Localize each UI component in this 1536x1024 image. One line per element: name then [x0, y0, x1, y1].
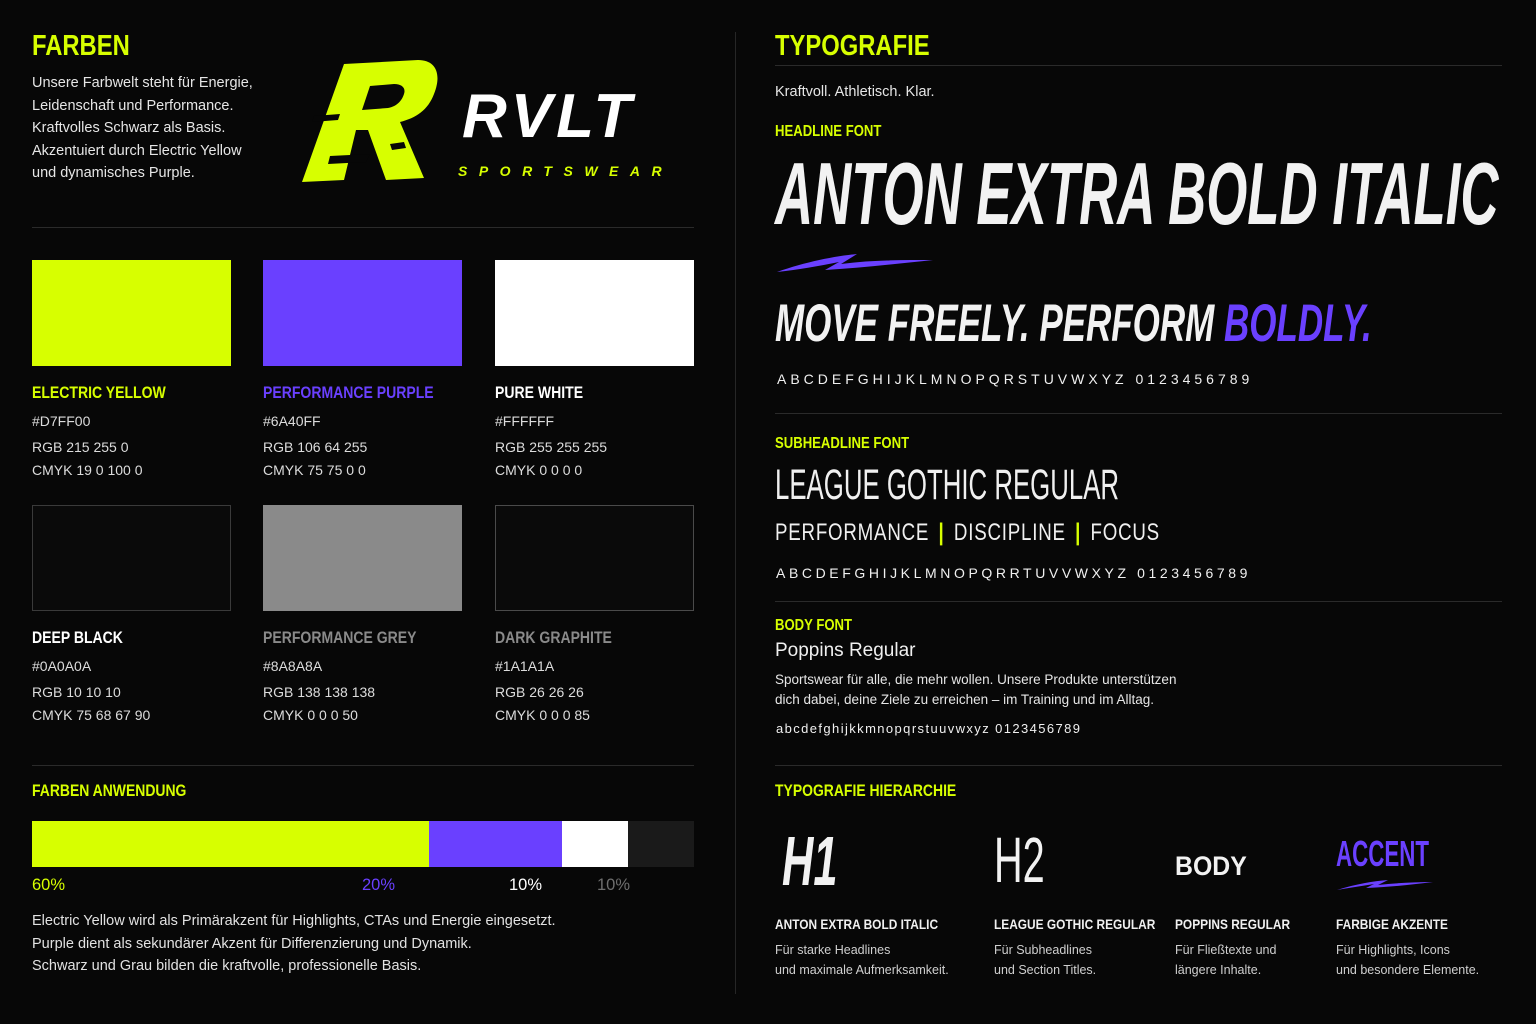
swatch-name: PERFORMANCE PURPLE: [263, 384, 434, 402]
divider: [32, 227, 694, 228]
hierarchy-desc-line: und maximale Aufmerksamkeit.: [775, 963, 949, 977]
usage-segment-purple: [429, 821, 561, 867]
hierarchy-desc-line: Für Subheadlines: [994, 943, 1092, 957]
hierarchy-desc-line: und besondere Elemente.: [1336, 963, 1480, 977]
hierarchy-desc-line: längere Inhalte.: [1175, 963, 1262, 977]
usage-segment-white: [562, 821, 628, 867]
swatch-pure-white: [495, 260, 694, 366]
color-usage-title: FARBEN ANWENDUNG: [32, 781, 187, 800]
colors-intro-line: Akzentuiert durch Electric Yellow: [32, 142, 242, 159]
body-sample-line: Sportswear für alle, die mehr wollen. Unsere Produkte unterstützen: [775, 672, 1177, 687]
subheadline-alphabet: ABCDEFGHIJKLMNOPQRRTUVVWXYZ 0123456789: [776, 565, 1251, 581]
swatch-rgb: RGB 215 255 0: [32, 439, 129, 455]
hierarchy-name: LEAGUE GOTHIC REGULAR: [994, 916, 1156, 932]
swatch-hex: #8A8A8A: [263, 658, 323, 674]
color-usage-description: [32, 910, 652, 978]
typography-section-title: TYPOGRAFIE: [775, 30, 930, 62]
usage-text-line: Electric Yellow wird als Primärakzent für Highlights, CTAs und Energie eingesetzt.: [32, 913, 556, 929]
swatch-rgb: RGB 10 10 10: [32, 684, 121, 700]
hierarchy-name: FARBIGE AKZENTE: [1336, 916, 1448, 932]
subheadline-font-sample: LEAGUE GOTHIC REGULAR: [775, 461, 1120, 509]
hierarchy-sample-h1: H1: [782, 822, 838, 900]
value-separator: |: [1075, 519, 1082, 546]
hierarchy-description: [775, 940, 975, 980]
logo-wordmark: RVLT: [462, 82, 636, 151]
swatch-cmyk: CMYK 0 0 0 85: [495, 707, 590, 723]
value-separator: |: [938, 519, 945, 546]
usage-segment-yellow: [32, 821, 429, 867]
brand-values: [775, 519, 1160, 547]
hierarchy-desc-line: Für Highlights, Icons: [1336, 943, 1450, 957]
typography-tagline: Kraftvoll. Athletisch. Klar.: [775, 84, 935, 100]
swatch-name: DEEP BLACK: [32, 629, 123, 647]
headline-alphabet: ABCDEFGHIJKLMNOPQRSTUVWXYZ 0123456789: [777, 371, 1254, 387]
usage-percent: 20%: [362, 876, 396, 894]
colors-intro-line: Leidenschaft und Performance.: [32, 97, 234, 114]
usage-percent: 10%: [597, 876, 631, 894]
swatch-name: DARK GRAPHITE: [495, 629, 612, 647]
swatch-rgb: RGB 26 26 26: [495, 684, 584, 700]
divider: [32, 765, 694, 766]
divider: [775, 765, 1502, 766]
usage-text-line: Purple dient als sekundärer Akzent für Differenzierung und Dynamik.: [32, 935, 472, 952]
hierarchy-description: [994, 940, 1194, 980]
swatch-electric-yellow: [32, 260, 231, 366]
swatch-cmyk: CMYK 19 0 100 0: [32, 462, 143, 478]
swatch-cmyk: CMYK 0 0 0 50: [263, 707, 358, 723]
hierarchy-sample-body: BODY: [1175, 851, 1247, 881]
swatch-cmyk: CMYK 75 68 67 90: [32, 707, 151, 723]
divider: [775, 413, 1502, 414]
slogan-accent: BOLDLY.: [1223, 294, 1372, 353]
body-font-sample: [775, 670, 1245, 709]
brand-slogan: [775, 294, 1372, 353]
value-item: PERFORMANCE: [775, 519, 930, 546]
swatch-deep-black: [32, 505, 231, 611]
hierarchy-sample-accent: ACCENT: [1336, 833, 1429, 874]
swatch-performance-grey: [263, 505, 462, 611]
hierarchy-desc-line: und Section Titles.: [994, 963, 1097, 977]
purple-swoosh-icon: [775, 248, 935, 278]
rvlt-logo-mark: [300, 56, 440, 186]
colors-intro: [32, 72, 282, 185]
swatch-rgb: RGB 106 64 255: [263, 439, 368, 455]
swatch-name: ELECTRIC YELLOW: [32, 384, 166, 402]
hierarchy-description: [1336, 940, 1536, 980]
slogan-main: MOVE FREELY. PERFORM: [775, 294, 1224, 353]
color-usage-bar: [32, 821, 694, 867]
logo-subline: SPORTSWEAR: [458, 163, 674, 179]
swatch-hex: #1A1A1A: [495, 658, 555, 674]
colors-intro-line: Unsere Farbwelt steht für Energie,: [32, 75, 253, 91]
swatch-hex: #6A40FF: [263, 413, 321, 429]
hierarchy-desc-line: Für Fließtexte und: [1175, 943, 1277, 957]
value-item: FOCUS: [1090, 519, 1160, 546]
swatch-hex: #0A0A0A: [32, 658, 92, 674]
usage-percent: 10%: [509, 876, 543, 894]
swatch-name: PERFORMANCE GREY: [263, 629, 417, 647]
value-item: DISCIPLINE: [953, 519, 1066, 546]
divider: [775, 65, 1502, 66]
headline-font-sample: ANTON EXTRA BOLD ITALIC: [775, 144, 1499, 243]
hierarchy-desc-line: Für starke Headlines: [775, 943, 891, 957]
subheadline-font-label: SUBHEADLINE FONT: [775, 435, 910, 452]
swatch-hex: #D7FF00: [32, 413, 91, 429]
swatch-hex: #FFFFFF: [495, 413, 555, 429]
accent-swoosh-icon: [1336, 876, 1434, 892]
swatch-rgb: RGB 138 138 138: [263, 684, 376, 700]
colors-intro-line: Kraftvolles Schwarz als Basis.: [32, 120, 226, 137]
swatch-rgb: RGB 255 255 255: [495, 439, 608, 455]
body-sample-line: dich dabei, deine Ziele zu erreichen – im Training und im Alltag.: [775, 691, 1154, 707]
usage-text-line: Schwarz und Grau bilden die kraftvolle, professionelle Basis.: [32, 958, 422, 975]
hierarchy-name: POPPINS REGULAR: [1175, 916, 1291, 932]
headline-font-label: HEADLINE FONT: [775, 123, 882, 140]
swatch-name: PURE WHITE: [495, 384, 584, 402]
typography-hierarchy-title: TYPOGRAFIE HIERARCHIE: [775, 781, 957, 800]
swatch-performance-purple: [263, 260, 462, 366]
body-alphabet: abcdefghijkkmnopqrstuuvwxyz 0123456789: [776, 721, 1082, 736]
usage-segment-graphite: [628, 821, 694, 867]
body-font-label: BODY FONT: [775, 617, 853, 634]
hierarchy-name: ANTON EXTRA BOLD ITALIC: [775, 916, 939, 932]
colors-section-title: FARBEN: [32, 30, 130, 62]
swatch-dark-graphite: [495, 505, 694, 611]
hierarchy-sample-h2: H2: [994, 824, 1045, 896]
swatch-cmyk: CMYK 75 75 0 0: [263, 462, 366, 478]
body-font-name: Poppins Regular: [775, 640, 916, 661]
colors-intro-line: und dynamisches Purple.: [32, 165, 195, 182]
column-divider: [735, 32, 736, 994]
usage-percent: 60%: [32, 876, 66, 894]
swatch-cmyk: CMYK 0 0 0 0: [495, 462, 583, 478]
divider: [775, 601, 1502, 602]
